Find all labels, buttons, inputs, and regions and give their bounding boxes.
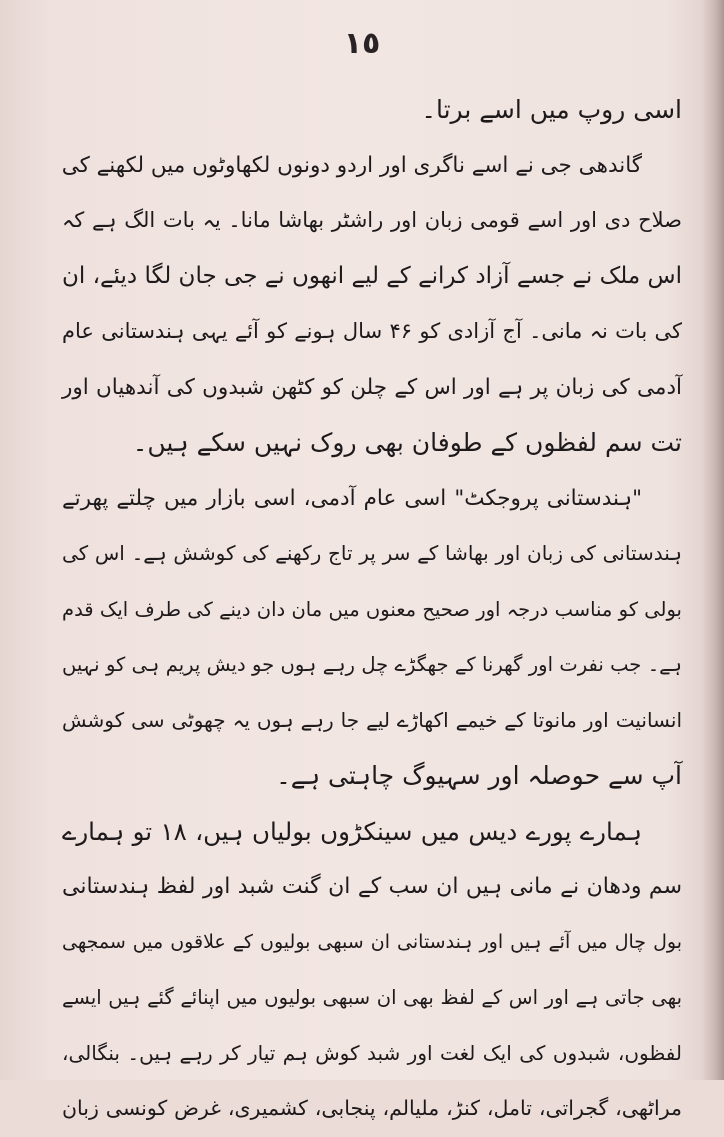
text-line: انسانیت اور مانوتا کے خیمے اکھاڑے لیے جا رہے ہوں یہ چھوٹی سی کوشش xyxy=(62,707,682,732)
text-line: آدمی کی زبان پر ہے اور اس کے چلن کو کٹھن شبدوں کی آندھیاں اور xyxy=(62,374,682,400)
text-line: مراٹھی، گجراتی، تامل، کنڑ، ملیالم، پنجابی، کشمیری، غرض کونسی زبان xyxy=(62,1096,682,1120)
page-spine-shadow xyxy=(702,0,724,1080)
text-line: لفظوں، شبدوں کی ایک لغت اور شبد کوش ہم تیار کر رہے ہیں۔ بنگالی، xyxy=(62,1040,682,1065)
text-line: گاندھی جی نے اسے ناگری اور اردو دونوں لکھاوٹوں میں لکھنے کی xyxy=(61,152,642,178)
text-line: بولی کو مناسب درجہ اور صحیح معنوں میں مان دان دینے کی طرف ایک قدم xyxy=(62,597,682,621)
text-line: آپ سے حوصلہ اور سہیوگ چاہتی ہے۔ xyxy=(276,761,682,790)
urdu-body-text xyxy=(62,82,682,1137)
text-line: سم ودھان نے مانی ہیں ان سب کے ان گنت شبد اور لفظ ہندستانی xyxy=(62,874,682,899)
text-line: بول چال میں آئے ہیں اور ہندستانی ان سبھی بولیوں کے علاقوں میں سمجھی xyxy=(62,930,682,953)
text-line: ہے۔ جب نفرت اور گھرنا کے جھگڑے چل رہے ہوں جو دیش پریم ہی کو نہیں xyxy=(62,653,682,676)
text-line: بھی جاتی ہے اور اس کے لفظ بھی ان سبھی بولیوں میں اپنائے گئے ہیں ایسے xyxy=(62,986,682,1009)
text-line: اسی روپ میں اسے برتا۔ xyxy=(421,95,682,124)
text-line: اس ملک نے جسے آزاد کرانے کے لیے انھوں نے جی جان لگا دیئے، ان xyxy=(62,262,682,289)
text-line: تت سم لفظوں کے طوفان بھی روک نہیں سکے ہیں۔ xyxy=(132,428,682,457)
text-line: "ہندستانی پروجکٹ" اسی عام آدمی، اسی بازار میں چلتے پھرتے xyxy=(62,485,642,511)
text-line: کی بات نہ مانی۔ آج آزادی کو ۴۶ سال ہونے کو آئے یہی ہندستانی عام xyxy=(62,319,682,343)
text-line: ہمارے پورے دیس میں سینکڑوں بولیاں ہیں، ۱۸ تو ہمارے xyxy=(62,816,642,846)
page-number: ١٥ xyxy=(343,26,381,61)
text-line: ہندستانی کی زبان اور بھاشا کے سر پر تاج رکھنے کی کوشش ہے۔ اس کی xyxy=(62,541,682,565)
text-line: صلاح دی اور اسے قومی زبان اور راشٹر بھاشا مانا۔ یہ بات الگ ہے کہ xyxy=(62,208,682,232)
